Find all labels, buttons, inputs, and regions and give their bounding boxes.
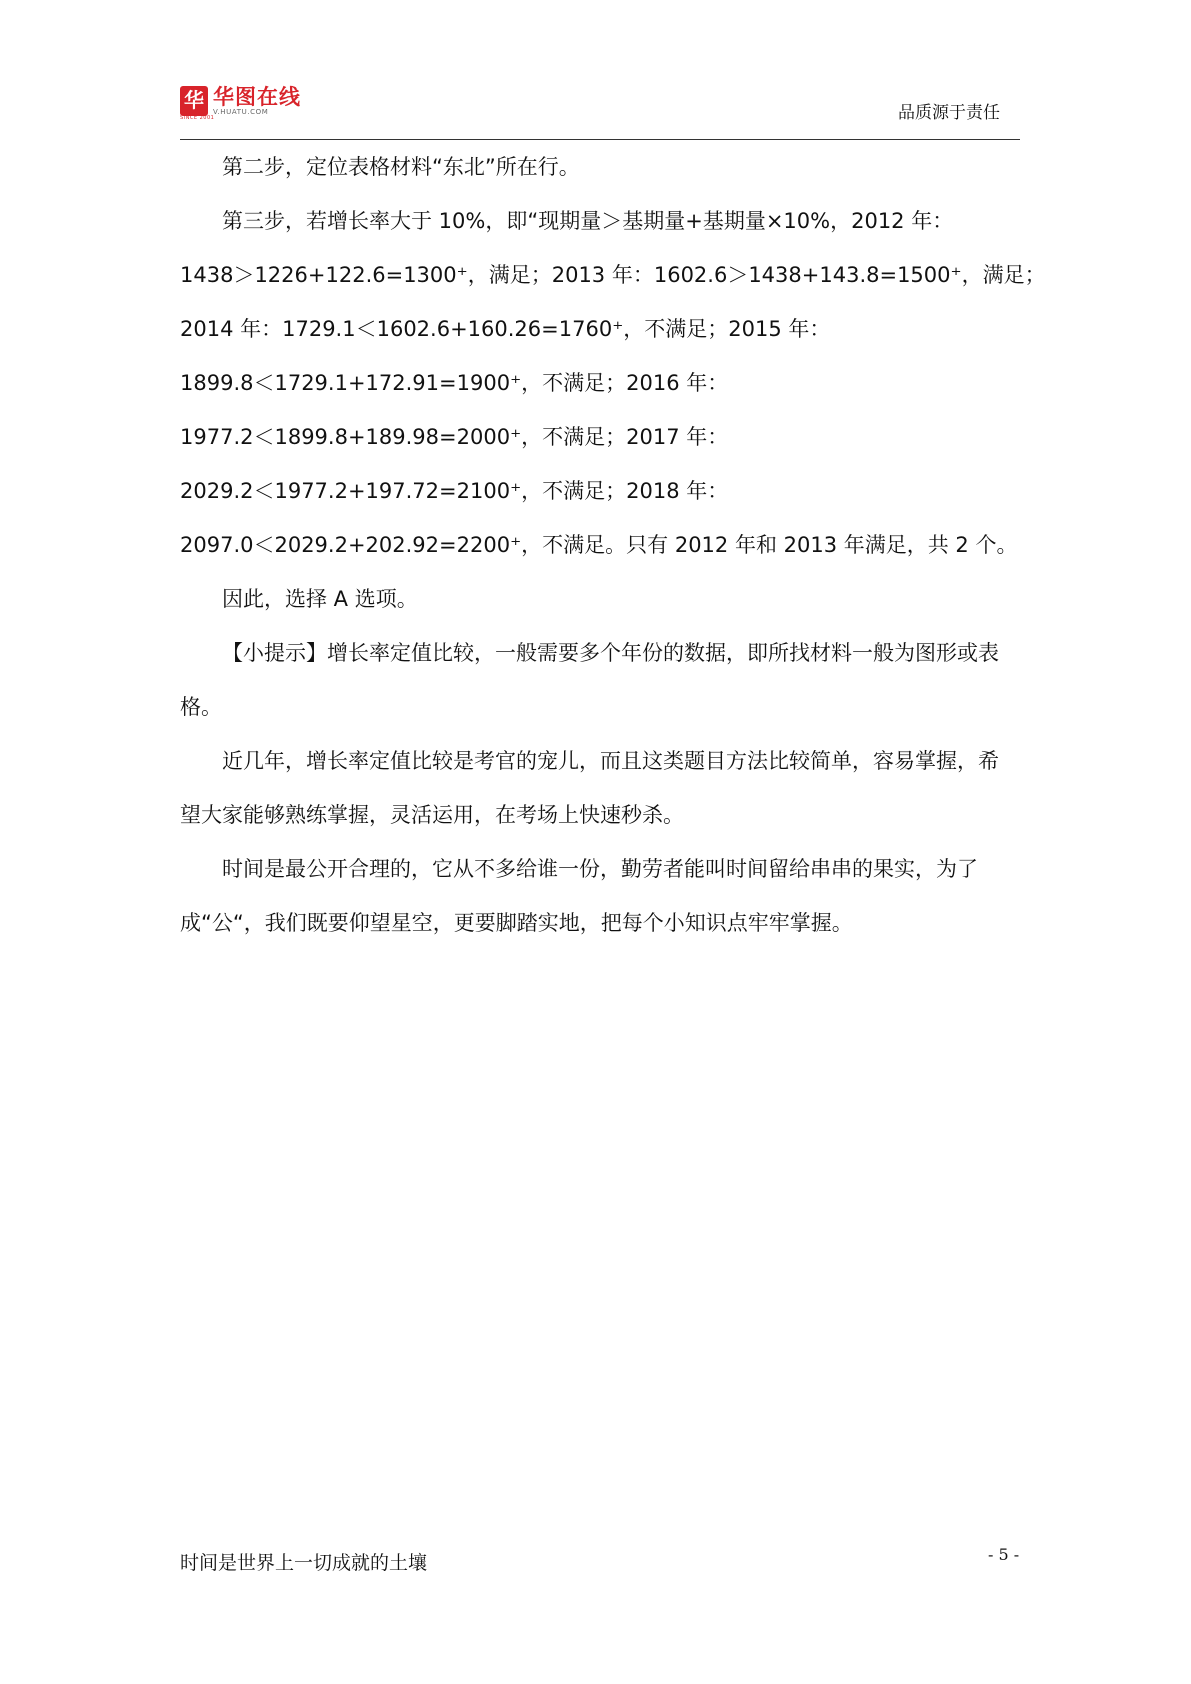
page-body <box>180 140 1046 950</box>
logo-text <box>213 86 301 117</box>
footer-motto: 时间是世界上一切成就的土壤 <box>180 1552 428 1574</box>
header-slogan: 品质源于责任 <box>898 103 1000 123</box>
calc-line-2014: 2014 年：1729.1＜1602.6+160.26=1760⁺，不满足；2015 年： <box>180 317 831 341</box>
step-two-line: 第二步，定位表格材料“东北”所在行。 <box>222 155 580 179</box>
logo-glyph: 华 <box>184 88 204 112</box>
summary-paragraph: 近几年，增长率定值比较是考官的宠儿，而且这类题目方法比较简单，容易掌握，希望大家能够熟练掌握，灵活运用，在考场上快速秒杀。 <box>180 749 999 827</box>
step-three-line: 第三步，若增长率大于 10%，即“现期量＞基期量+基期量×10%，2012 年： <box>222 209 954 233</box>
calc-line-2017: 2029.2＜1977.2+197.72=2100⁺，不满足；2018 年： <box>180 479 729 503</box>
logo-mark-icon <box>180 86 208 116</box>
logo-name: 华图在线 <box>213 84 301 109</box>
closing-paragraph: 时间是最公开合理的，它从不多给谁一份，勤劳者能叫时间留给串串的果实，为了成“公“，我们既要仰望星空，更要脚踏实地，把每个小知识点牢牢掌握。 <box>180 857 978 935</box>
huatu-logo <box>180 84 301 121</box>
tip-paragraph: 【小提示】增长率定值比较，一般需要多个年份的数据，即所找材料一般为图形或表格。 <box>180 641 999 719</box>
page-number: - 5 - <box>988 1545 1020 1564</box>
page-header <box>180 84 1020 140</box>
logo-url: V.HUATU.COM <box>213 107 269 116</box>
calc-line-2012-2013: 1438＞1226+122.6=1300⁺，满足；2013 年：1602.6＞1438+143.8=1500⁺，满足； <box>180 263 1046 287</box>
calc-line-2015: 1899.8＜1729.1+172.91=1900⁺，不满足；2016 年： <box>180 371 729 395</box>
calc-line-2016: 1977.2＜1899.8+189.98=2000⁺，不满足；2017 年： <box>180 425 729 449</box>
calc-line-2018: 2097.0＜2029.2+202.92=2200⁺，不满足。只有 2012 年和 2013 年满足，共 2 个。 <box>180 533 1018 557</box>
answer-line: 因此，选择 A 选项。 <box>222 587 418 611</box>
logo-since: SINCE 2001 <box>180 115 215 121</box>
